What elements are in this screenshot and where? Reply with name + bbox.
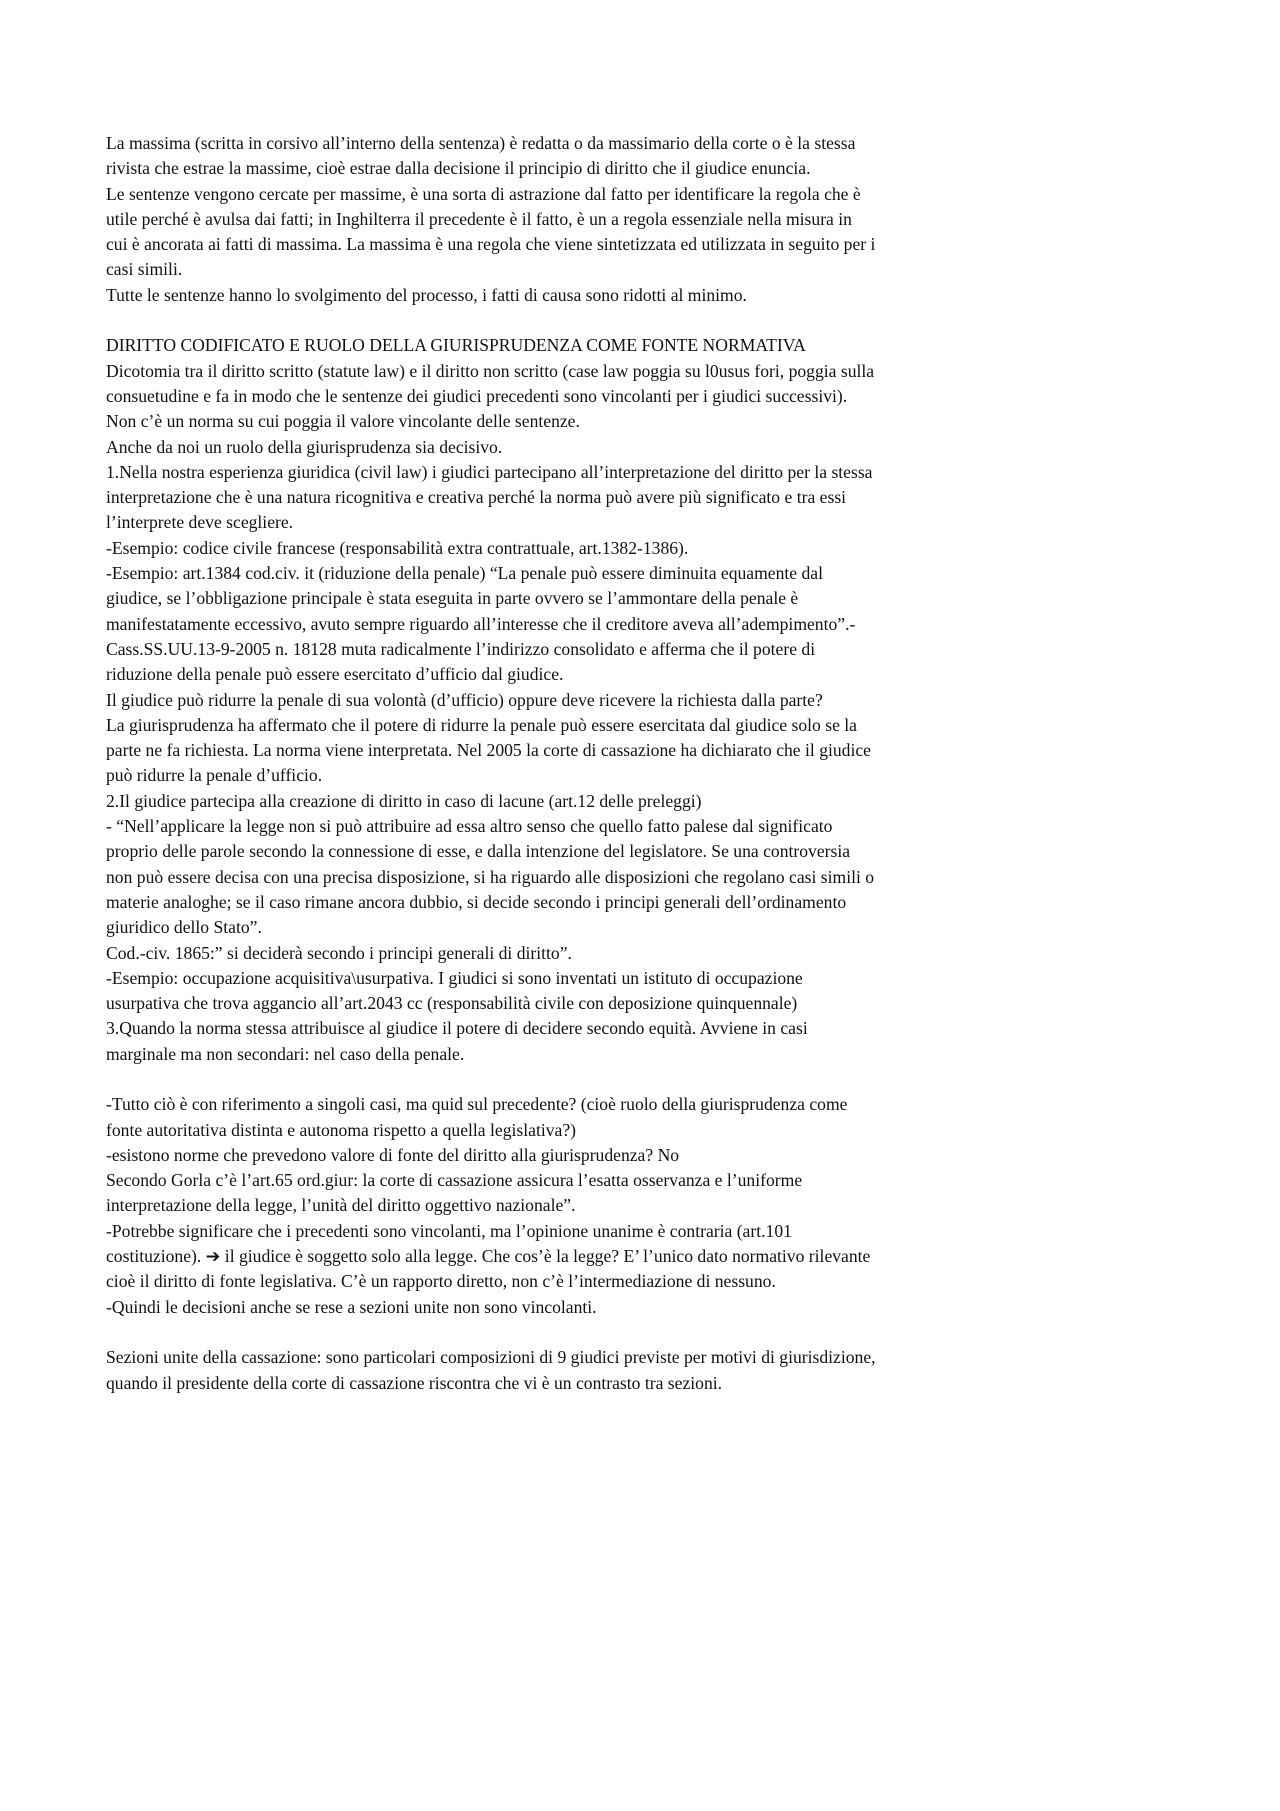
text-line: interpretazione che è una natura ricognitiva e creativa perché la norma può avere più significato e tra essi [106, 487, 847, 508]
text-line: La massima (scritta in corsivo all’interno della sentenza) è redatta o da massimario della corte o è la stessa [106, 133, 856, 153]
text-line: -Potrebbe significare che i precedenti sono vincolanti, ma l’opinione unanime è contraria (art.101 [106, 1220, 792, 1241]
text-line: manifestatamente eccessivo, avuto sempre riguardo all’interesse che il creditore aveva all’adempimento”.- [106, 613, 856, 634]
paragraph-gap [106, 1067, 1006, 1092]
section-main [106, 359, 1006, 1067]
text-line: cui è ancorata ai fatti di massima. La massima è una regola che viene sintetizzata ed utilizzata in seguito per i [106, 234, 876, 255]
text-line: giudice, se l’obbligazione principale è stata eseguita in parte ovvero se l’ammontare della penale è [106, 588, 799, 609]
text-line: proprio delle parole secondo la connessione di esse, e dalla intenzione del legislatore. Se una controversia [106, 841, 851, 862]
paragraph-gap [106, 1320, 1006, 1345]
text-line: Tutte le sentenze hanno lo svolgimento del processo, i fatti di causa sono ridotti al minimo. [106, 284, 747, 305]
section-intro [106, 131, 1006, 308]
text-line: giuridico dello Stato”. [106, 917, 262, 938]
text-line: materie analoghe; se il caso rimane ancora dubbio, si decide secondo i principi generali dell’ordinamento [106, 891, 847, 912]
paragraph-gap [106, 308, 1006, 333]
section-heading: DIRITTO CODIFICATO E RUOLO DELLA GIURISPRUDENZA COME FONTE NORMATIVA [106, 335, 806, 356]
text-line: -Esempio: occupazione acquisitiva\usurpativa. I giudici si sono inventati un istituto di occupazione [106, 967, 803, 988]
text-line: Il giudice può ridurre la penale di sua volontà (d’ufficio) oppure deve ricevere la richiesta dalla parte? [106, 689, 823, 710]
text-line: Cod.-civ. 1865:” si deciderà secondo i principi generali di diritto”. [106, 942, 572, 963]
text-line: -Esempio: art.1384 cod.civ. it (riduzione della penale) “La penale può essere diminuita equamente dal [106, 563, 823, 584]
text-line: 3.Quando la norma stessa attribuisce al giudice il potere di decidere secondo equità. Avviene in casi [106, 1018, 808, 1039]
text-line: Le sentenze vengono cercate per massime, è una sorta di astrazione dal fatto per identificare la regola che è [106, 183, 861, 204]
text-line: -Esempio: codice civile francese (responsabilità extra contrattuale, art.1382-1386). [106, 537, 689, 558]
text-line: interpretazione della legge, l’unità del diritto oggettivo nazionale”. [106, 1195, 576, 1216]
text-line: non può essere decisa con una precisa disposizione, si ha riguardo alle disposizioni che regolano casi simili o [106, 866, 875, 887]
text-line: Anche da noi un ruolo della giurisprudenza sia decisivo. [106, 436, 503, 457]
text-line: Dicotomia tra il diritto scritto (statute law) e il diritto non scritto (case law poggia su l0usus fori, poggia sulla [106, 360, 875, 381]
text-line: casi simili. [106, 259, 183, 280]
text-line: cioè il diritto di fonte legislativa. C’è un rapporto diretto, non c’è l’intermediazione di nessuno. [106, 1271, 776, 1292]
text-line: - “Nell’applicare la legge non si può attribuire ad essa altro senso che quello fatto palese dal significato [106, 816, 833, 837]
section-closing [106, 1345, 1006, 1396]
text-line: 2.Il giudice partecipa alla creazione di diritto in caso di lacune (art.12 delle preleggi) [106, 790, 702, 811]
text-line: -esistono norme che prevedono valore di fonte del diritto alla giurisprudenza? No [106, 1144, 680, 1165]
text-line: -Tutto ciò è con riferimento a singoli casi, ma quid sul precedente? (cioè ruolo della giurisprudenza come [106, 1094, 848, 1115]
text-line: 1.Nella nostra esperienza giuridica (civil law) i giudici partecipano all’interpretazione del diritto per la stessa [106, 461, 873, 482]
text-line: può ridurre la penale d’ufficio. [106, 765, 323, 786]
text-line: consuetudine e fa in modo che le sentenze dei giudici precedenti sono vincolanti per i giudici successivi). [106, 385, 848, 406]
document-body [106, 131, 1006, 1396]
text-line: -Quindi le decisioni anche se rese a sezioni unite non sono vincolanti. [106, 1296, 597, 1317]
text-line: costituzione). ➔ il giudice è soggetto solo alla legge. Che cos’è la legge? E’ l’unico dato normativo rilevante [106, 1246, 871, 1267]
text-line: rivista che estrae la massime, cioè estrae dalla decisione il principio di diritto che il giudice enuncia. [106, 158, 811, 179]
text-line: Sezioni unite della cassazione: sono particolari composizioni di 9 giudici previste per motivi di giurisdizione, [106, 1347, 876, 1368]
text-line: l’interprete deve scegliere. [106, 512, 294, 533]
text-line: utile perché è avulsa dai fatti; in Inghilterra il precedente è il fatto, è un a regola essenziale nella misura in [106, 208, 852, 229]
text-line: usurpativa che trova aggancio all’art.2043 cc (responsabilità civile con deposizione quinquennale) [106, 993, 798, 1014]
text-line: quando il presidente della corte di cassazione riscontra che vi è un contrasto tra sezioni. [106, 1372, 723, 1393]
text-line: Non c’è un norma su cui poggia il valore vincolante delle sentenze. [106, 411, 580, 432]
text-line: parte ne fa richiesta. La norma viene interpretata. Nel 2005 la corte di cassazione ha dichiarato che il giudice [106, 740, 871, 761]
section-precedent [106, 1092, 1006, 1320]
text-line: marginale ma non secondari: nel caso della penale. [106, 1043, 465, 1064]
text-line: riduzione della penale può essere esercitato d’ufficio dal giudice. [106, 664, 564, 685]
text-line: Cass.SS.UU.13-9-2005 n. 18128 muta radicalmente l’indirizzo consolidato e afferma che il potere di [106, 638, 816, 659]
text-line: La giurisprudenza ha affermato che il potere di ridurre la penale può essere esercitata dal giudice solo se la [106, 714, 857, 735]
text-line: Secondo Gorla c’è l’art.65 ord.giur: la corte di cassazione assicura l’esatta osservanza e l’uniforme [106, 1170, 803, 1191]
text-line: fonte autoritativa distinta e autonoma rispetto a quella legislativa?) [106, 1119, 576, 1140]
